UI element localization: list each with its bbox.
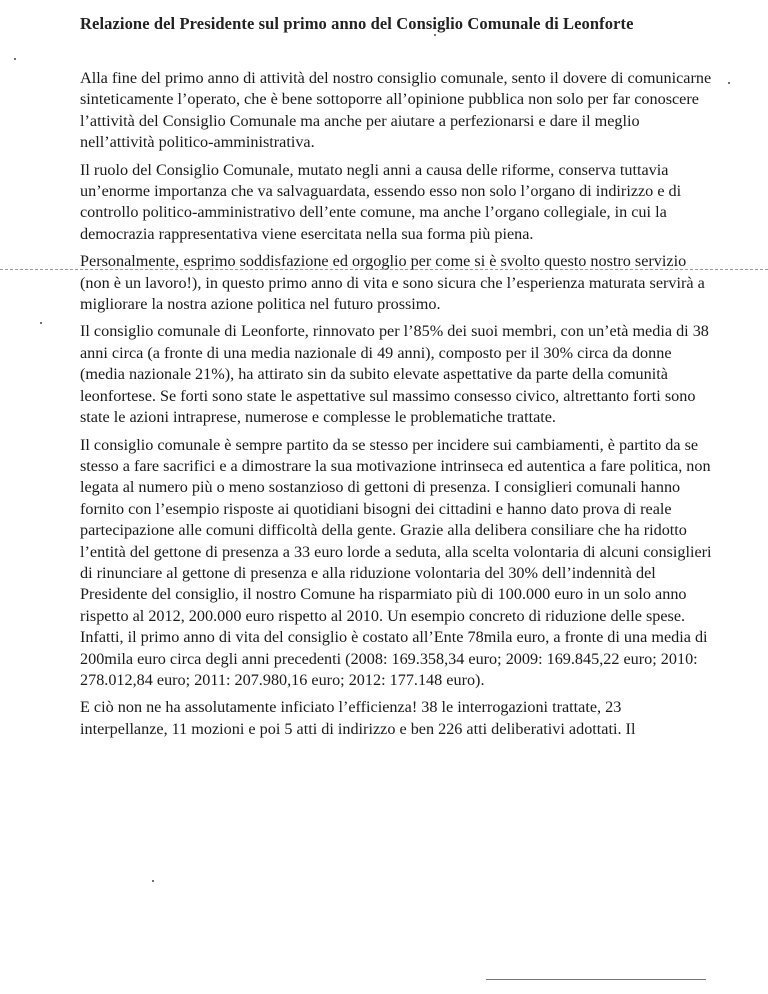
scan-speck (434, 34, 436, 36)
paragraph: Il consiglio comunale è sempre partito da se stesso per incidere sui cambiamenti, è partito da se stesso a fare sacrifici e a dimostrare la sua motivazione intrinseca ed autentica a fare politica, non legata al numero più o meno sostanzioso di gettoni di presenza. I consiglieri comunali hanno fornito con l’esempio risposte ai quotidiani bisogni dei cittadini e hanno dato prova di reale partecipazione alle comuni difficoltà della gente. Grazie alla delibera consiliare che ha ridotto l’entità del gettone di presenza a 33 euro lorde a seduta, alla scelta volontaria di alcuni consiglieri di rinunciare al gettone di presenza e alla riduzione volontaria del 30% dell’indennità del Presidente del consiglio, il nostro Comune ha risparmiato più di 100.000 euro in un solo anno rispetto al 2012, 200.000 euro rispetto al 2010. Un esempio concreto di riduzione delle spese. Infatti, il primo anno di vita del consiglio è costato all’Ente 78mila euro, a fronte di una media di 200mila euro circa degli anni precedenti (2008: 169.358,34 euro; 2009: 169.845,22 euro; 2010: 278.012,84 euro; 2011: 207.980,16 euro; 2012: 177.148 euro). (80, 435, 712, 689)
scan-speck (40, 322, 42, 324)
page-title: Relazione del Presidente sul primo anno del Consiglio Comunale di Leonforte (80, 14, 634, 33)
document-body (80, 68, 712, 746)
paragraph: Alla fine del primo anno di attività del nostro consiglio comunale, sento il dovere di comunicarne sinteticamente l’operato, che è bene sottoporre all’opinione pubblica non solo per far conoscere l’attività del Consiglio Comunale ma anche per aiutare a perfezionarsi e dare il meglio nell’attività politico-amministrativa. (80, 69, 712, 152)
footer-line (486, 979, 706, 980)
paragraph: Il consiglio comunale di Leonforte, rinnovato per l’85% dei suoi membri, con un’età media di 38 anni circa (a fronte di una media nazionale di 49 anni), composto per il 30% circa da donne (media nazionale 21%), ha attirato sin da subito elevate aspettative da parte della comunità leonfortese. Se forti sono state le aspettative sul massimo consesso civico, altrettanto forti sono state le azioni intraprese, numerose e complesse le problematiche trattate. (80, 322, 709, 427)
paragraph: Personalmente, esprimo soddisfazione ed orgoglio per come si è svolto questo nostro servizio (non è un lavoro!), in questo primo anno di vita e sono sicura che l’esperienza maturata servirà a migliorare la nostra azione politica nel futuro prossimo. (80, 252, 705, 314)
paragraph: E ciò non ne ha assolutamente inficiato l’efficienza! 38 le interrogazioni trattate, 23 interpellanze, 11 mozioni e poi 5 atti di indirizzo e ben 226 atti deliberativi adottati. Il (80, 698, 636, 738)
scan-speck (728, 82, 730, 84)
paragraph: Il ruolo del Consiglio Comunale, mutato negli anni a causa delle riforme, conserva tuttavia un’enorme importanza che va salvaguardata, essendo esso non solo l’organo di indirizzo e di controllo politico-amministrativo dell’ente comune, ma anche l’organo collegiale, in cui la democrazia rappresentativa viene esercitata nella sua forma più piena. (80, 160, 682, 243)
scan-speck (152, 880, 154, 882)
scan-speck (14, 58, 16, 60)
